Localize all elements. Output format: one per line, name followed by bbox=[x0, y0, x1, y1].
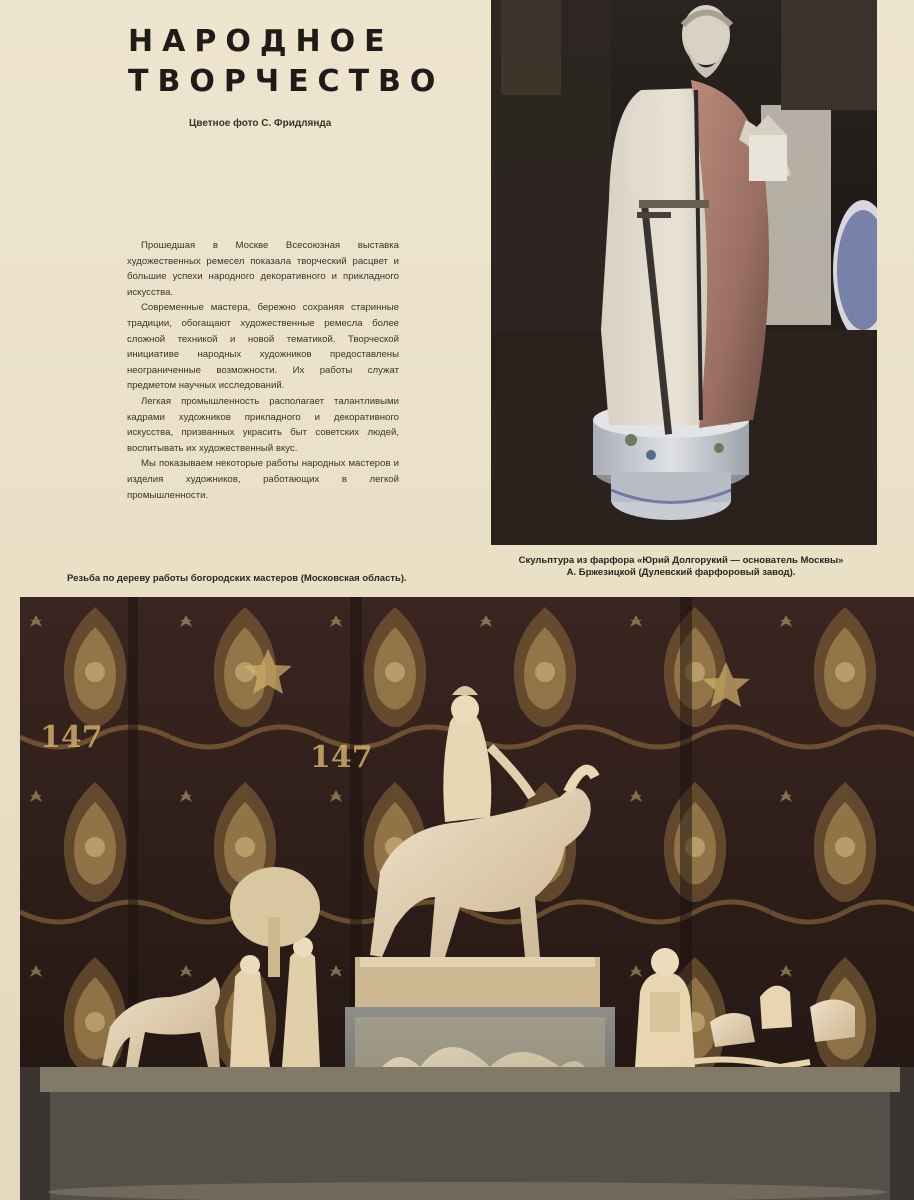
porcelain-caption-line-1: Скульптура из фарфора «Юрий Долгорукий — основатель Москвы» bbox=[518, 555, 844, 566]
porcelain-caption-line-2: А. Бржезицкой (Дулевский фарфоровый завод). bbox=[566, 567, 796, 578]
tapestry-number-center: 147 bbox=[310, 740, 373, 775]
article-body bbox=[127, 238, 399, 503]
wood-carving-caption: Резьба по дереву работы богородских мастеров (Московская область). bbox=[67, 573, 407, 584]
paragraph: Современные мастера, бережно сохраняя старинные традиции, обогащают художественные ремесла более сложной техникой и новой тематикой. Творческой инициативе народных художников предоставлены неограниченные возможности. Их работы служат предметом научных исследований. bbox=[127, 302, 399, 392]
porcelain-sculpture-photo bbox=[491, 0, 877, 545]
title-line-1: НАРОДНОЕ bbox=[128, 24, 394, 59]
paragraph: Прошедшая в Москве Всесоюзная выставка художественных ремесел показала творческий расцвет и большие успехи народного декоративного и прикладного искусства. bbox=[127, 240, 399, 298]
title-line-2: ТВОРЧЕСТВО bbox=[128, 64, 445, 99]
photo-credit: Цветное фото С. Фридлянда bbox=[189, 118, 332, 129]
article-title bbox=[128, 22, 445, 102]
paragraph: Мы показываем некоторые работы народных мастеров и изделия художников, работающих в легкой промышленности. bbox=[127, 458, 399, 501]
paragraph: Легкая промышленность располагает талантливыми кадрами художников прикладного и декоративного искусства, призванных украсить быт советских людей, воспитывать их художественный вкус. bbox=[127, 395, 399, 454]
wood-carving-photo bbox=[20, 597, 914, 1200]
porcelain-caption bbox=[496, 555, 866, 579]
tapestry-number-left: 147 bbox=[40, 720, 103, 755]
